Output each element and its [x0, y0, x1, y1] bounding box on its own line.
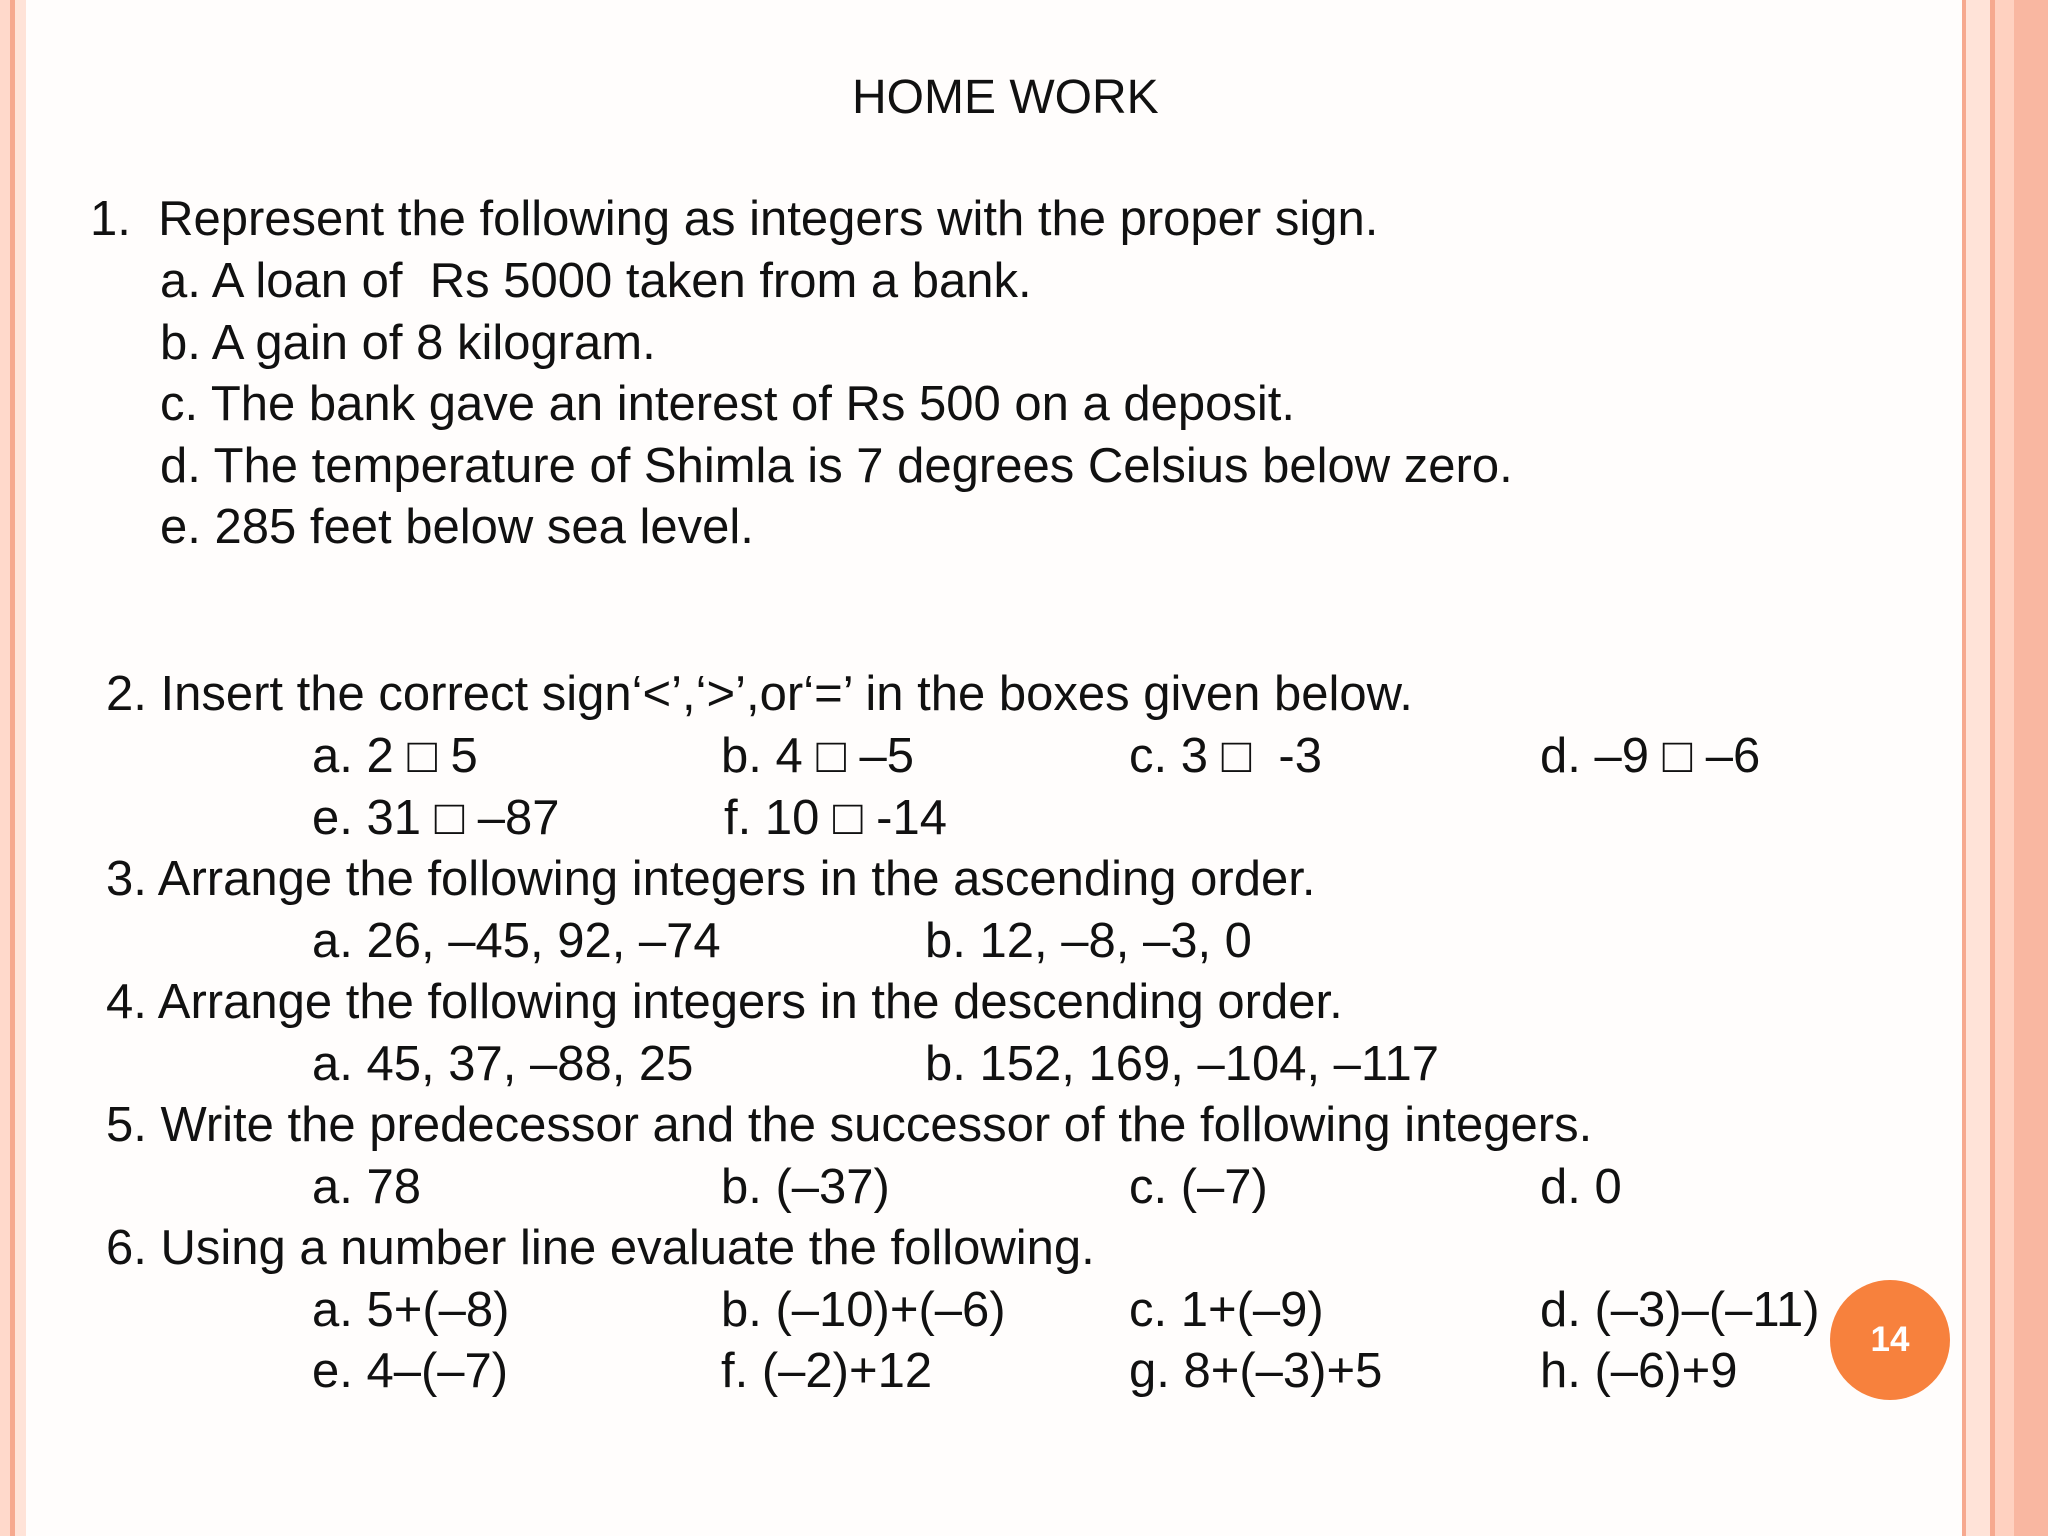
q4-item-b: b. 152, 169, –104, –117	[925, 1037, 1440, 1091]
q1-item-b: b. A gain of 8 kilogram.	[160, 316, 656, 370]
q2-item-a: a. 2 □ 5	[312, 729, 478, 783]
q4-heading: 4. Arrange the following integers in the descending order.	[106, 975, 1343, 1029]
q5-item-d: d. 0	[1540, 1160, 1622, 1214]
page-title: HOME WORK	[852, 71, 1159, 124]
q6-item-d: d. (–3)–(–11)	[1540, 1283, 1820, 1337]
q1-item-d: d. The temperature of Shimla is 7 degrees Celsius below zero.	[160, 439, 1513, 493]
q5-item-a: a. 78	[312, 1160, 421, 1214]
q6-item-h: h. (–6)+9	[1540, 1344, 1738, 1398]
q2-item-b: b. 4 □ –5	[721, 729, 915, 783]
page-number: 14	[1870, 1320, 1910, 1359]
q4-item-a: a. 45, 37, –88, 25	[312, 1037, 694, 1091]
q2-item-f: f. 10 □ -14	[724, 791, 947, 845]
left-border-decoration	[0, 0, 26, 1536]
q6-item-c: c. 1+(–9)	[1129, 1283, 1324, 1337]
q5-heading: 5. Write the predecessor and the successor of the following integers.	[106, 1098, 1593, 1152]
q3-heading: 3. Arrange the following integers in the ascending order.	[106, 852, 1316, 906]
q1-item-a: a. A loan of Rs 5000 taken from a bank.	[160, 254, 1032, 308]
q6-item-e: e. 4–(–7)	[312, 1344, 509, 1398]
q6-item-a: a. 5+(–8)	[312, 1283, 510, 1337]
q6-heading: 6. Using a number line evaluate the following.	[106, 1221, 1095, 1275]
right-border-decoration	[1962, 0, 2048, 1536]
q5-item-c: c. (–7)	[1129, 1160, 1268, 1214]
q2-item-c: c. 3 □ -3	[1129, 729, 1322, 783]
q1-item-e: e. 285 feet below sea level.	[160, 500, 754, 554]
q6-item-g: g. 8+(–3)+5	[1129, 1344, 1383, 1398]
q3-item-a: a. 26, –45, 92, –74	[312, 914, 721, 968]
q6-item-f: f. (–2)+12	[721, 1344, 933, 1398]
page-number-badge	[1830, 1280, 1950, 1400]
q2-heading: 2. Insert the correct sign‘<’,‘>’,or‘=’ in the boxes given below.	[106, 667, 1413, 721]
q6-item-b: b. (–10)+(–6)	[721, 1283, 1006, 1337]
q5-item-b: b. (–37)	[721, 1160, 890, 1214]
q2-item-d: d. –9 □ –6	[1540, 729, 1761, 783]
q3-item-b: b. 12, –8, –3, 0	[925, 914, 1252, 968]
q1-heading: 1. Represent the following as integers with the proper sign.	[90, 192, 1379, 246]
q2-item-e: e. 31 □ –87	[312, 791, 560, 845]
q1-item-c: c. The bank gave an interest of Rs 500 on a deposit.	[160, 377, 1295, 431]
